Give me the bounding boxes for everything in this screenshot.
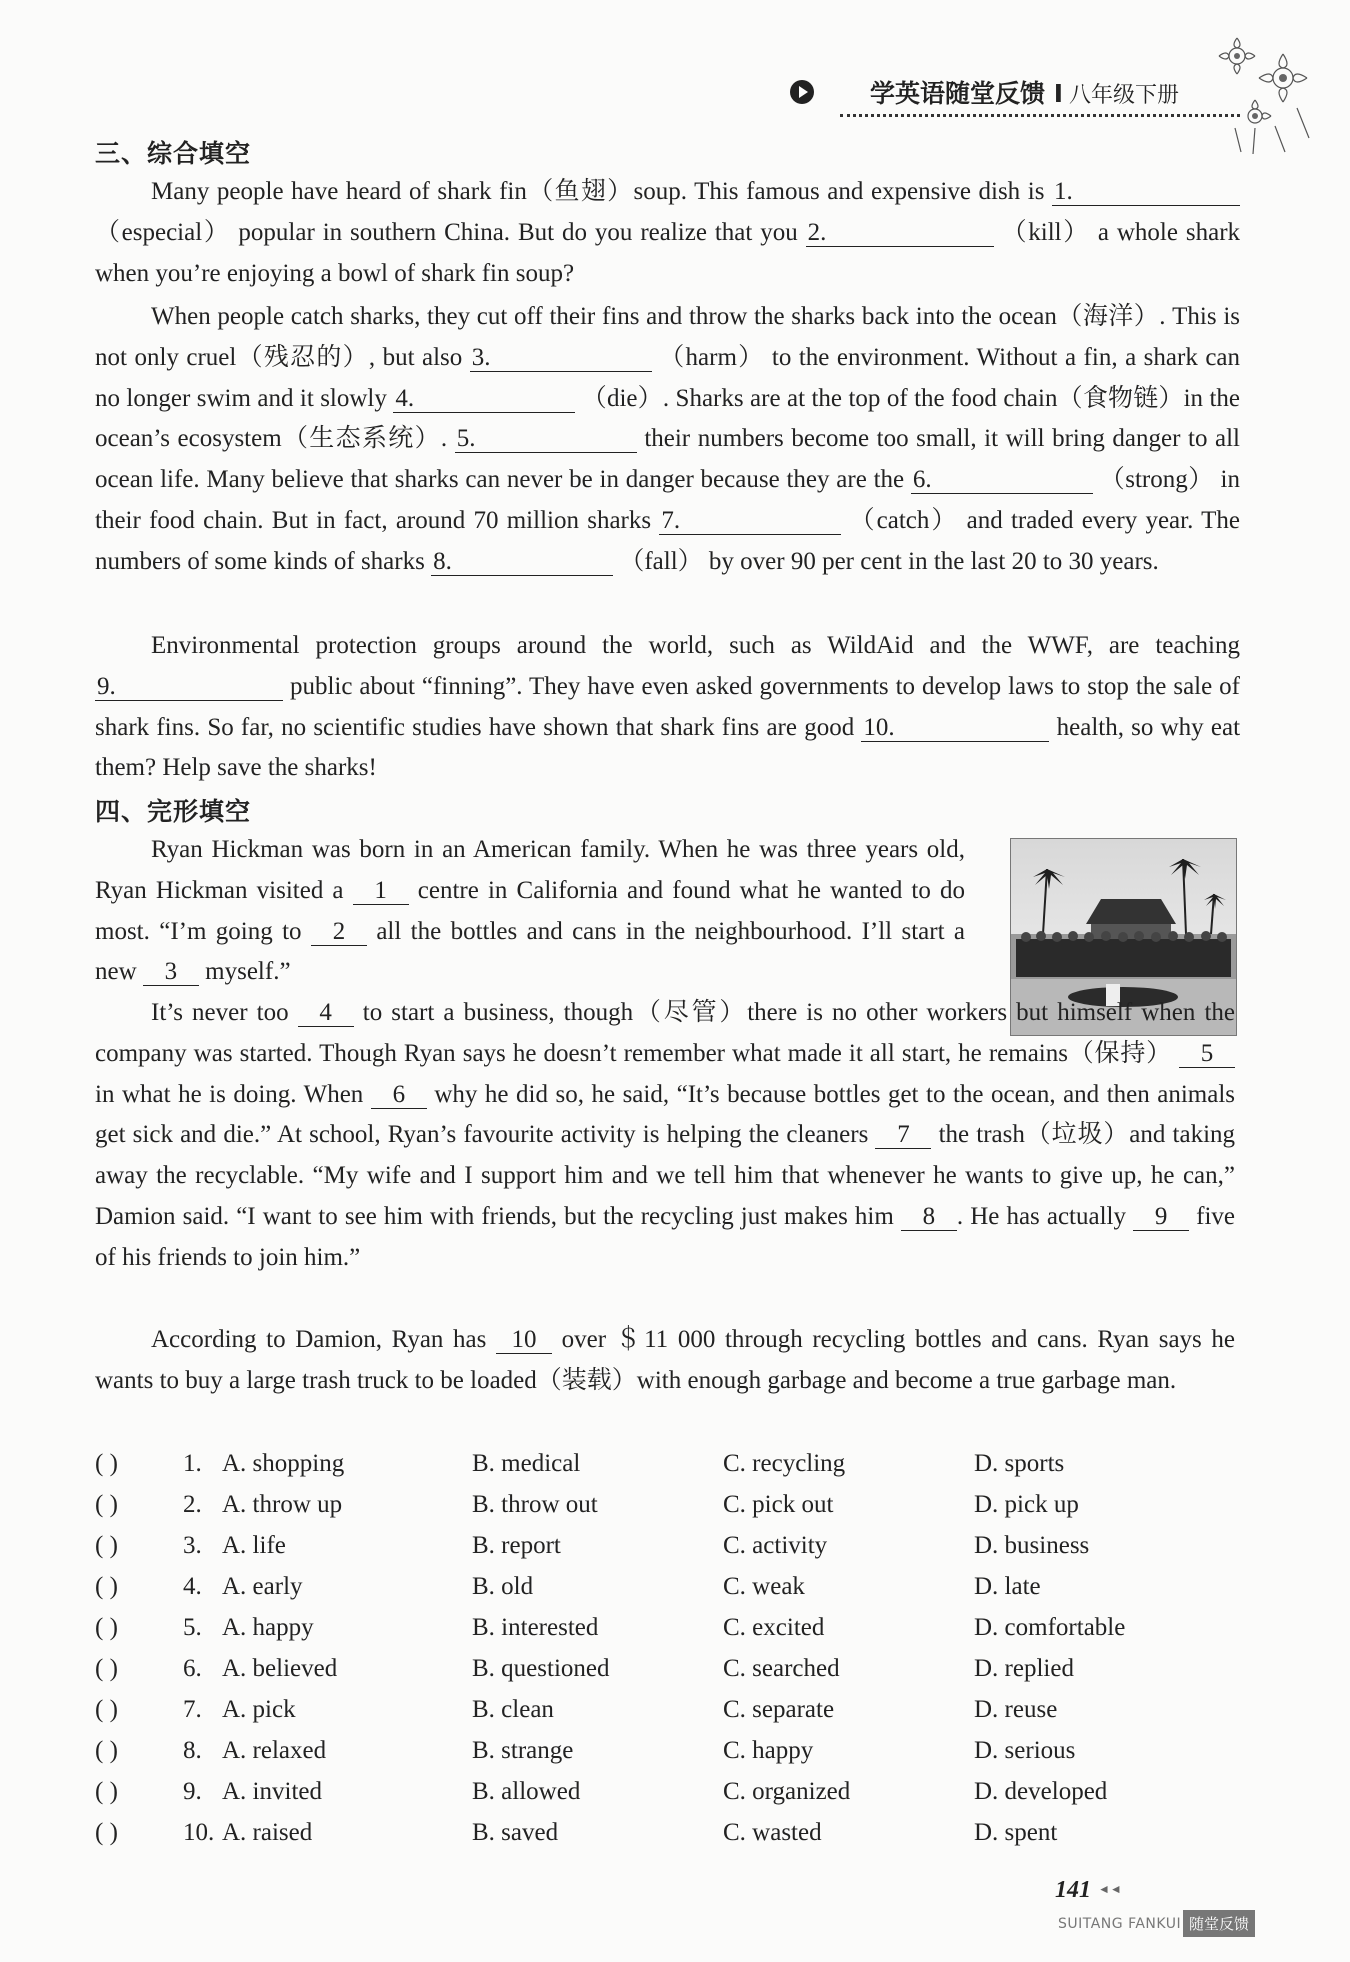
option-c[interactable]: C. activity bbox=[723, 1532, 828, 1559]
option-d[interactable]: D. replied bbox=[974, 1655, 1074, 1682]
option-b[interactable]: B. allowed bbox=[472, 1778, 581, 1805]
blank-number: 9. bbox=[97, 672, 116, 700]
text-run: in what he is doing. When bbox=[95, 1080, 364, 1108]
cloze-blank-4[interactable]: 4 bbox=[298, 1000, 354, 1027]
section-3-paragraph-1 bbox=[95, 172, 1240, 294]
cloze-blank-1[interactable]: 1 bbox=[353, 878, 409, 905]
text-run: . He has actually bbox=[956, 1202, 1126, 1230]
option-row bbox=[95, 1484, 1255, 1525]
answer-paren[interactable]: ( ) bbox=[95, 1819, 118, 1846]
cloze-blank-8[interactable]: 8 bbox=[901, 1204, 957, 1231]
option-d[interactable]: D. business bbox=[974, 1532, 1090, 1559]
option-a[interactable]: A. believed bbox=[222, 1655, 338, 1682]
option-d[interactable]: D. sports bbox=[974, 1450, 1065, 1477]
option-b[interactable]: B. old bbox=[472, 1573, 534, 1600]
option-b[interactable]: B. questioned bbox=[472, 1655, 610, 1682]
option-a[interactable]: A. shopping bbox=[222, 1450, 345, 1477]
answer-paren[interactable]: ( ) bbox=[95, 1737, 118, 1764]
blank-number: 3. bbox=[471, 343, 491, 371]
option-d[interactable]: D. spent bbox=[974, 1819, 1058, 1846]
text-run: why he did so, he said, “It’s because bottles get to the ocean, and then animals get sick and die.” At school, Ryan’s favourite activity is helping the cleaners bbox=[95, 1080, 1236, 1149]
text-run: （kill） a whole shark when you’re enjoying a bowl of shark fin soup? bbox=[95, 218, 1241, 287]
blank-4[interactable] bbox=[393, 386, 575, 413]
cloze-blank-5[interactable]: 5 bbox=[1179, 1041, 1235, 1068]
question-number: 9. bbox=[183, 1778, 202, 1805]
text-run: all the bottles and cans in the neighbourhood. I’ll start a new bbox=[95, 917, 965, 986]
text-run: centre in California and found what he wanted to do most. “I’m going to bbox=[95, 876, 966, 945]
blank-3[interactable] bbox=[470, 345, 652, 372]
play-icon bbox=[790, 80, 814, 104]
text-run: public about “finning”. They have even asked governments to develop laws to stop the sale of shark fins. So far, no scientific studies have shown that shark fins are good bbox=[95, 672, 1240, 741]
text-run: Environmental protection groups around the world, such as WildAid and the WWF, are teaching bbox=[151, 632, 1240, 659]
option-d[interactable]: D. developed bbox=[974, 1778, 1108, 1805]
option-row bbox=[95, 1730, 1255, 1771]
option-a[interactable]: A. happy bbox=[222, 1614, 314, 1641]
option-a[interactable]: A. throw up bbox=[222, 1491, 343, 1518]
text-run: （fall） by over 90 per cent in the last 20 to 30 years. bbox=[619, 547, 1159, 575]
text-run: their numbers become too small, it will bring danger to all ocean life. Many believe that sharks can never be in danger because they are the bbox=[95, 425, 1241, 494]
question-number: 5. bbox=[183, 1614, 202, 1641]
text-run: （catch） and traded every year. The numbers of some kinds of sharks bbox=[95, 506, 1241, 575]
text-run: （strong） in their food chain. But in fact, around 70 million sharks bbox=[95, 466, 1240, 534]
cloze-blank-2[interactable]: 2 bbox=[311, 919, 367, 946]
text-run: （die）. Sharks are at the top of the food chain（食物链）in the ocean’s ecosystem（生态系统）. bbox=[95, 384, 1240, 453]
answer-paren[interactable]: ( ) bbox=[95, 1573, 118, 1600]
option-c[interactable]: C. weak bbox=[723, 1573, 805, 1600]
answer-paren[interactable]: ( ) bbox=[95, 1450, 118, 1477]
blank-number: 5. bbox=[456, 425, 476, 453]
option-c[interactable]: C. organized bbox=[723, 1778, 851, 1805]
cloze-blank-6[interactable]: 6 bbox=[371, 1082, 427, 1109]
header-title-text: 学英语随堂反馈 bbox=[870, 79, 1046, 108]
cloze-blank-7[interactable]: 7 bbox=[875, 1122, 931, 1149]
blank-6[interactable] bbox=[911, 467, 1093, 494]
option-a[interactable]: A. pick bbox=[222, 1696, 296, 1723]
text-run: over ＄11 000 through recycling bottles and cans. Ryan says he wants to buy a large trash truck to be loaded（装载）with enough garbage and become a true garbage man. bbox=[95, 1326, 1236, 1394]
text-run: It’s never too bbox=[151, 999, 289, 1026]
blank-number: 1. bbox=[1054, 178, 1073, 205]
question-number: 6. bbox=[183, 1655, 202, 1682]
cloze-blank-9[interactable]: 9 bbox=[1133, 1204, 1189, 1231]
text-run: （harm） to the environment. Without a fin, a shark can no longer swim and it slowly bbox=[95, 343, 1241, 412]
text-run: Many people have heard of shark fin（鱼翅）soup. This famous and expensive dish is bbox=[151, 178, 1045, 205]
question-number: 4. bbox=[183, 1573, 202, 1600]
text-run: myself.” bbox=[205, 958, 291, 986]
page-number: 141 bbox=[1055, 1877, 1091, 1903]
question-number: 2. bbox=[183, 1491, 202, 1518]
option-c[interactable]: C. recycling bbox=[723, 1450, 846, 1477]
question-number: 8. bbox=[183, 1737, 202, 1764]
option-row bbox=[95, 1771, 1255, 1812]
blank-8[interactable] bbox=[431, 549, 613, 576]
option-d[interactable]: D. reuse bbox=[974, 1696, 1058, 1723]
option-row bbox=[95, 1648, 1255, 1689]
option-b[interactable]: B. clean bbox=[472, 1696, 554, 1723]
option-row bbox=[95, 1566, 1255, 1607]
option-row bbox=[95, 1812, 1255, 1853]
question-number: 1. bbox=[183, 1450, 202, 1477]
blank-10[interactable] bbox=[861, 715, 1049, 742]
question-number: 10. bbox=[183, 1819, 215, 1846]
blank-1[interactable] bbox=[1052, 179, 1240, 206]
option-d[interactable]: D. pick up bbox=[974, 1491, 1079, 1518]
option-a[interactable]: A. relaxed bbox=[222, 1737, 327, 1764]
option-c[interactable]: C. searched bbox=[723, 1655, 840, 1682]
option-c[interactable]: C. happy bbox=[723, 1737, 814, 1764]
text-run: （especial） popular in southern China. But do you realize that you bbox=[95, 218, 798, 246]
blank-number: 2. bbox=[807, 218, 827, 246]
blank-2[interactable] bbox=[806, 220, 994, 247]
blank-number: 4. bbox=[395, 384, 415, 412]
header-dotted-rule bbox=[840, 114, 1240, 117]
text-run: the trash（垃圾）and taking away the recyclable. “My wife and I support him and we tell him that whenever he wants to give up, he can,” Damion said. “I want to see him with friends, but the recycling just makes him bbox=[95, 1121, 1236, 1230]
footer-brand-en: SUITANG FANKUI bbox=[1058, 1916, 1182, 1932]
answer-paren[interactable]: ( ) bbox=[95, 1778, 118, 1805]
section-3-heading: 三、综合填空 bbox=[95, 139, 252, 168]
option-b[interactable]: B. report bbox=[472, 1532, 561, 1559]
answer-paren[interactable]: ( ) bbox=[95, 1614, 118, 1641]
option-row bbox=[95, 1689, 1255, 1730]
page-arrows-icon: ◄◄ bbox=[1098, 1882, 1122, 1896]
section-3-paragraph-2 bbox=[95, 297, 1240, 583]
option-a[interactable]: A. early bbox=[222, 1573, 303, 1600]
option-b[interactable]: B. strange bbox=[472, 1737, 574, 1764]
option-b[interactable]: B. saved bbox=[472, 1819, 559, 1846]
blank-number: 10. bbox=[863, 713, 895, 741]
section-4-paragraph-2 bbox=[95, 993, 1235, 1279]
option-c[interactable]: C. pick out bbox=[723, 1491, 834, 1518]
cloze-blank-3[interactable]: 3 bbox=[143, 959, 199, 986]
section-4-paragraph-3 bbox=[95, 1320, 1235, 1402]
option-a[interactable]: A. raised bbox=[222, 1819, 313, 1846]
option-row bbox=[95, 1443, 1255, 1484]
option-c[interactable]: C. excited bbox=[723, 1614, 825, 1641]
option-b[interactable]: B. medical bbox=[472, 1450, 581, 1477]
header-title bbox=[870, 74, 1179, 110]
text-run: to start a business, though（尽管）there is no other workers but himself when the company was started. Though Ryan says he doesn’t remember what made it all start, he remains（保持） bbox=[95, 999, 1236, 1067]
answer-options bbox=[95, 1443, 1255, 1853]
text-run: When people catch sharks, they cut off their fins and throw the sharks back into the ocean（海洋）. This is not only cruel（残忍的）, but also bbox=[95, 303, 1240, 371]
option-b[interactable]: B. throw out bbox=[472, 1491, 598, 1518]
question-number: 7. bbox=[183, 1696, 202, 1723]
answer-paren[interactable]: ( ) bbox=[95, 1655, 118, 1682]
footer-brand-cn: 随堂反馈 bbox=[1183, 1910, 1255, 1937]
option-c[interactable]: C. separate bbox=[723, 1696, 835, 1723]
text-run: health, so why eat them? Help save the sharks! bbox=[95, 713, 1241, 782]
section-4-heading: 四、完形填空 bbox=[95, 797, 252, 826]
text-run: According to Damion, Ryan has bbox=[151, 1326, 487, 1353]
text-run: five of his friends to join him.” bbox=[95, 1202, 1236, 1271]
option-a[interactable]: A. life bbox=[222, 1532, 286, 1559]
option-a[interactable]: A. invited bbox=[222, 1778, 322, 1805]
blank-number: 6. bbox=[912, 466, 932, 494]
option-d[interactable]: D. late bbox=[974, 1573, 1041, 1600]
option-d[interactable]: D. serious bbox=[974, 1737, 1076, 1764]
option-d[interactable]: D. comfortable bbox=[974, 1614, 1126, 1641]
text-run: Ryan Hickman was born in an American family. When he was three years old, Ryan Hickman visited a bbox=[95, 836, 965, 904]
blank-5[interactable] bbox=[455, 426, 637, 453]
blank-number: 7. bbox=[661, 506, 681, 534]
blank-number: 8. bbox=[433, 547, 452, 575]
flower-decoration-icon bbox=[1205, 28, 1315, 158]
option-b[interactable]: B. interested bbox=[472, 1614, 599, 1641]
answer-paren[interactable]: ( ) bbox=[95, 1696, 118, 1723]
option-c[interactable]: C. wasted bbox=[723, 1819, 822, 1846]
cloze-blank-10[interactable]: 10 bbox=[496, 1327, 552, 1354]
header-divider: I bbox=[1053, 79, 1064, 108]
section-4-paragraph-1 bbox=[95, 830, 965, 993]
section-3-paragraph-3 bbox=[95, 626, 1240, 789]
blank-9[interactable] bbox=[95, 674, 283, 701]
answer-paren[interactable]: ( ) bbox=[95, 1532, 118, 1559]
question-number: 3. bbox=[183, 1532, 202, 1559]
option-row bbox=[95, 1525, 1255, 1566]
header-subtitle: 八年级下册 bbox=[1069, 83, 1180, 108]
option-row bbox=[95, 1607, 1255, 1648]
answer-paren[interactable]: ( ) bbox=[95, 1491, 118, 1518]
blank-7[interactable] bbox=[659, 508, 841, 535]
